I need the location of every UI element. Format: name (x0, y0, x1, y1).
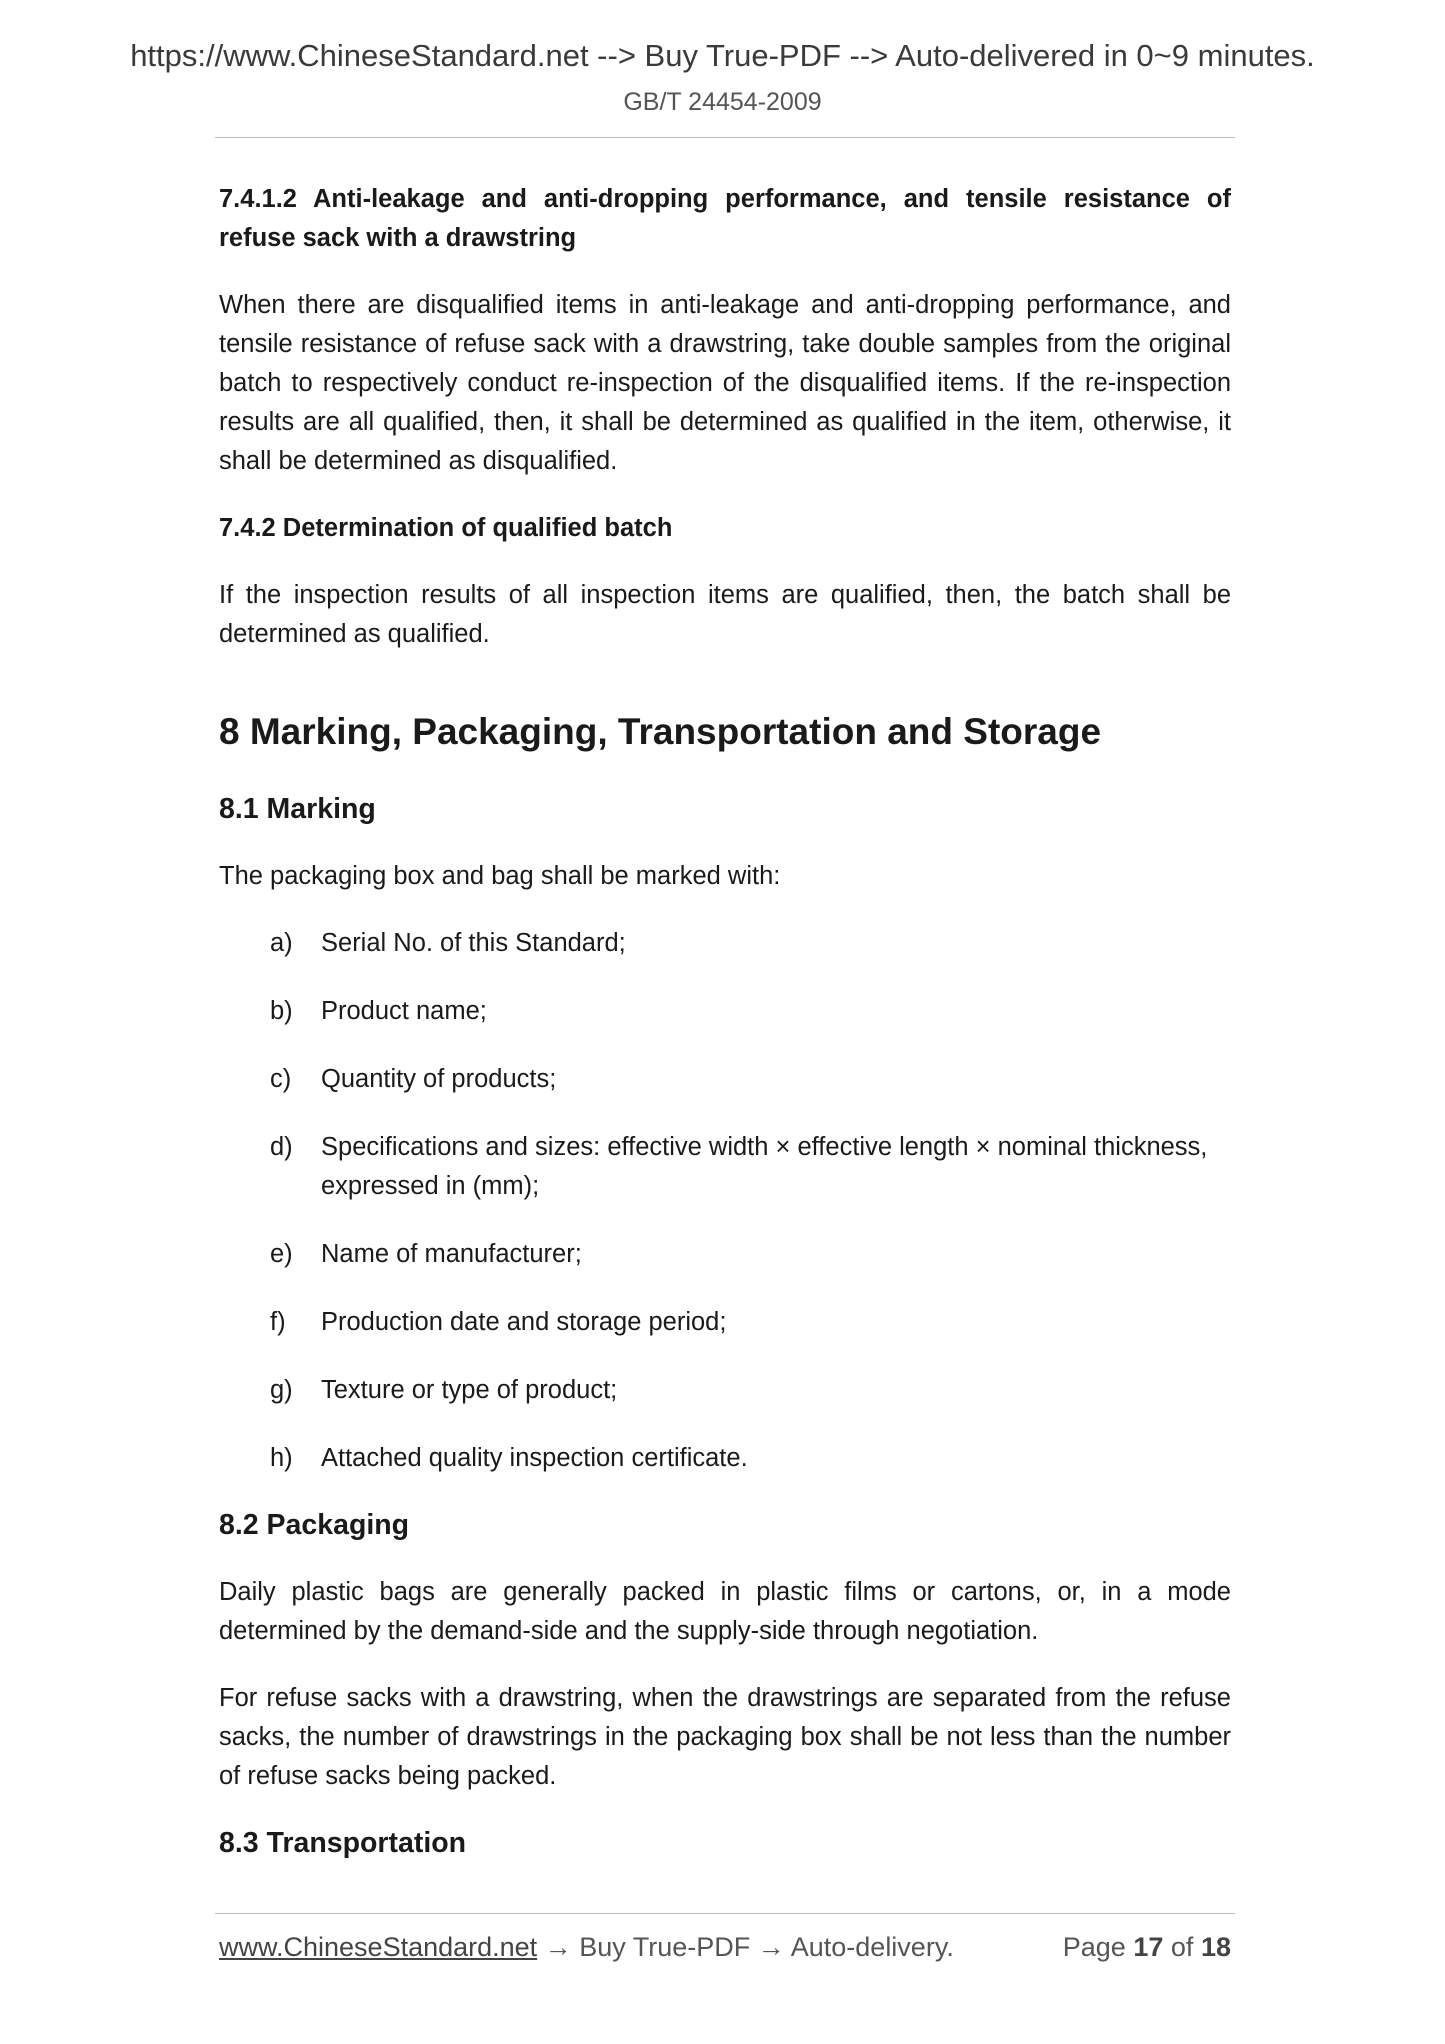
list-item (270, 1235, 1231, 1274)
list-item-text: Production date and storage period; (321, 1308, 727, 1336)
page-footer (219, 1932, 1231, 1963)
list-marker: b) (270, 997, 293, 1025)
footer-website-link[interactable]: www.ChineseStandard.net (219, 1932, 538, 1962)
page-number (1063, 1932, 1231, 1963)
list-marker: f) (270, 1308, 286, 1336)
footer-tagline: → Buy True-PDF → Auto-delivery. (537, 1932, 954, 1962)
section-7-4-2-text: If the inspection results of all inspection items are qualified, then, the batch shall be determined as qualified. (219, 581, 1231, 648)
standard-code: GB/T 24454-2009 (623, 88, 822, 116)
list-marker: h) (270, 1444, 293, 1472)
page-of: of (1170, 1932, 1194, 1962)
list-item (270, 992, 1231, 1031)
section-7-4-1-2-text: When there are disqualified items in anti-leakage and anti-dropping performance, and tensile resistance of refuse sack with a drawstring, take double samples from the original batch to respectively conduct re-inspection of the disqualified items. If the re-inspection results are all qualified, then, it shall be determined as qualified in the item, otherwise, it shall be determined as disqualified. (219, 291, 1231, 475)
top-banner: https://www.ChineseStandard.net --> Buy True-PDF --> Auto-delivered in 0~9 minutes. (130, 38, 1315, 73)
list-marker: d) (270, 1133, 293, 1161)
list-marker: c) (270, 1065, 292, 1093)
page-label: Page (1062, 1932, 1126, 1962)
page-content (219, 180, 1231, 1891)
list-item-text (321, 1128, 1231, 1206)
section-8-title: 8 Marking, Packaging, Transportation and Storage (219, 711, 1102, 752)
list-item-line-2: expressed in (mm); (321, 1172, 540, 1200)
list-item-text: Name of manufacturer; (321, 1240, 582, 1268)
section-8-2-title: 8.2 Packaging (219, 1509, 410, 1541)
list-marker: e) (270, 1240, 293, 1268)
header-divider (215, 137, 1235, 138)
page-total: 18 (1200, 1932, 1231, 1962)
list-item-text: Serial No. of this Standard; (321, 929, 626, 957)
section-8-3-title: 8.3 Transportation (219, 1827, 467, 1859)
list-item (270, 1439, 1231, 1478)
list-item-text: Attached quality inspection certificate. (321, 1444, 748, 1472)
section-8-1-title: 8.1 Marking (219, 793, 376, 825)
list-marker: g) (270, 1376, 293, 1404)
list-item-line-1: Specifications and sizes: effective width × effective length × nominal thickness, (321, 1133, 1208, 1161)
list-item-text: Quantity of products; (321, 1065, 557, 1093)
list-item (270, 1371, 1231, 1410)
list-item (270, 1060, 1231, 1099)
footer-divider (215, 1913, 1235, 1914)
list-marker: a) (270, 929, 293, 957)
marking-list (219, 924, 1231, 1478)
list-item-text: Texture or type of product; (321, 1376, 618, 1404)
section-7-4-2-title: 7.4.2 Determination of qualified batch (219, 514, 673, 542)
page-current: 17 (1133, 1932, 1164, 1962)
section-7-4-1-2-title: 7.4.1.2 Anti-leakage and anti-dropping performance, and tensile resistance of refuse sack with a drawstring (219, 185, 1231, 252)
section-8-2-text-1: Daily plastic bags are generally packed in plastic films or cartons, or, in a mode determined by the demand-side and the supply-side through negotiation. (219, 1578, 1231, 1645)
section-8-1-intro: The packaging box and bag shall be marked with: (219, 862, 781, 890)
section-8-2-text-2: For refuse sacks with a drawstring, when the drawstrings are separated from the refuse sacks, the number of drawstrings in the packaging box shall be not less than the number of refuse sacks being packed. (219, 1684, 1231, 1790)
list-item (270, 924, 1231, 963)
list-item (270, 1303, 1231, 1342)
list-item-text: Product name; (321, 997, 487, 1025)
list-item (270, 1128, 1231, 1206)
